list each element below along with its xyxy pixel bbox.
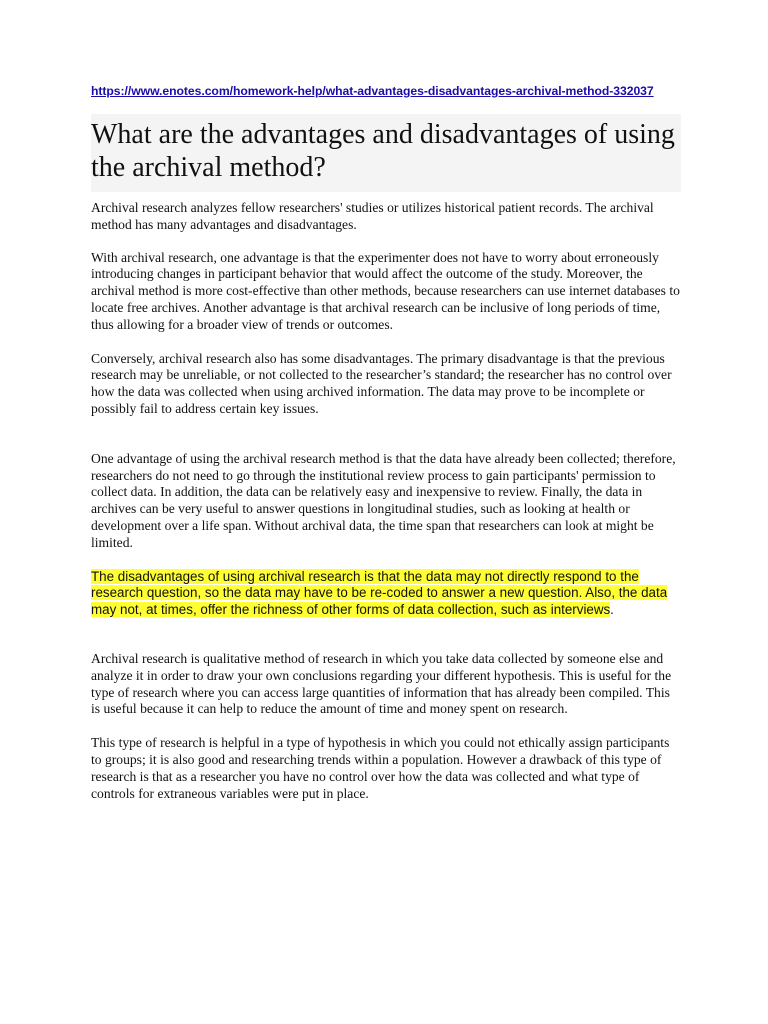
title-box xyxy=(91,114,681,192)
source-url-link[interactable]: https://www.enotes.com/homework-help/what-advantages-disadvantages-archival-method-332037 xyxy=(91,84,654,98)
paragraph-disadvantages-2 xyxy=(91,569,681,619)
highlight-tail: . xyxy=(610,602,614,618)
document-page xyxy=(91,84,681,802)
paragraph-hypothesis: This type of research is helpful in a type of hypothesis in which you could not ethically assign participants to groups; it is also good and researching trends within a population. However a drawback of this type of research is that as a researcher you have no control over how the data was collected and what type of controls for extraneous variables were put in place. xyxy=(91,735,670,801)
page-title: What are the advantages and disadvantages of using the archival method? xyxy=(91,119,675,183)
paragraph-advantages-2: One advantage of using the archival research method is that the data have already been collected; therefore, researchers do not need to go through the institutional review process to gain participants' permission to collect data. In addition, the data can be relatively easy and inexpensive to review. Finally, the data in archives can be very useful to answer questions in longitudinal studies, such as looking at health or development over a life span. Without archival data, the time span that researchers can look at might be limited. xyxy=(91,450,676,550)
paragraph-intro: Archival research analyzes fellow researchers' studies or utilizes historical patient records. The archival method has many advantages and disadvantages. xyxy=(91,200,654,232)
paragraph-disadvantages: Conversely, archival research also has some disadvantages. The primary disadvantage is that the previous research may be unreliable, or not collected to the researcher’s standard; the researcher has no control over how the data was collected when using archived information. The data may prove to be incomplete or possibly fail to address certain key issues. xyxy=(91,350,672,416)
paragraph-advantages: With archival research, one advantage is that the experimenter does not have to worry about erroneously introducing changes in participant behavior that would affect the outcome of the study. Moreover, the archival method is more cost-effective than other methods, because researchers can use internet databases to locate free archives. Another advantage is that archival research can be inclusive of long periods of time, thus allowing for a broader view of trends or outcomes. xyxy=(91,249,680,332)
highlighted-text: The disadvantages of using archival research is that the data may not directly respond to the research question, so the data may have to be re-coded to answer a new question. Also, the data may not, at times, offer the richness of other forms of data collection, such as interviews xyxy=(91,568,668,618)
paragraph-qualitative: Archival research is qualitative method of research in which you take data collected by someone else and analyze it in order to draw your own conclusions regarding your different hypothesis. This is useful for the type of research where you can access large quantities of information that has already been compiled. This is useful because it can help to reduce the amount of time and money spent on research. xyxy=(91,650,672,717)
